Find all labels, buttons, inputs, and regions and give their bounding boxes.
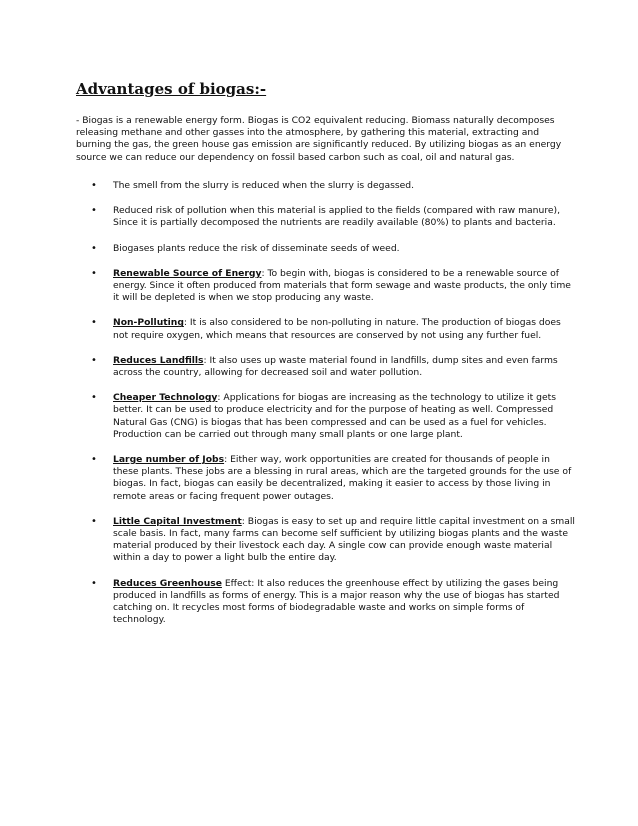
bullet-text: The smell from the slurry is reduced when the slurry is degassed. bbox=[113, 180, 415, 191]
bullet-icon: • bbox=[91, 454, 97, 466]
bullet-icon: • bbox=[91, 180, 97, 191]
bullet-icon: • bbox=[91, 354, 97, 366]
bullet-icon: • bbox=[91, 267, 97, 279]
bullet-keyword: Reduces Greenhouse bbox=[113, 577, 222, 589]
bullet-text: Reduced risk of pollution when this material is applied to the fields (compared with raw manure), Since it is partially decomposed the nutrients are readily available (80%) to plants and bacteria. bbox=[113, 205, 561, 229]
bullet-icon: • bbox=[91, 577, 97, 589]
bullet-text: : It is also considered to be non-polluting in nature. The production of biogas does not require oxygen, which means that resources are conserved by not using any further fuel. bbox=[113, 317, 561, 341]
list-item bbox=[76, 578, 576, 627]
bullet-icon: • bbox=[91, 317, 97, 329]
list-item bbox=[76, 243, 576, 255]
list-item bbox=[76, 180, 576, 192]
list-item bbox=[76, 205, 576, 229]
bullet-keyword: Large number of Jobs bbox=[113, 454, 225, 466]
list-item bbox=[76, 454, 576, 503]
bullet-text: : To begin with, biogas is considered to be a renewable source of energy. Since it often produced from materials that form sewage and waste products, the only time it will be depleted is when we stop producing any waste. bbox=[113, 267, 571, 304]
bullet-text: : Either way, work opportunities are created for thousands of people in these plants. These jobs are a blessing in rural areas, which are the targeted grounds for the use of biogas. In fact, biogas can easily be decentralized, making it easier to access by those living in remote areas or facing frequent power outages. bbox=[113, 454, 572, 502]
bullet-text: : Biogas is easy to set up and require little capital investment on a small scale basis. In fact, many farms can become self sufficient by utilizing biogas plants and the waste material produced by their livestock each day. A single cow can provide enough waste material within a day to power a light bulb the entire day. bbox=[113, 515, 575, 564]
list-item bbox=[76, 516, 576, 565]
list-item bbox=[76, 355, 576, 379]
bullet-keyword: Little Capital Investment bbox=[113, 515, 242, 527]
bullet-keyword: Non-Polluting bbox=[113, 317, 184, 329]
bullet-icon: • bbox=[91, 515, 97, 527]
bullet-keyword: Reduces Landfills bbox=[113, 354, 204, 366]
bullet-icon: • bbox=[91, 242, 97, 254]
document-heading: Advantages of biogas:- bbox=[76, 80, 267, 98]
advantages-list bbox=[76, 180, 576, 639]
bullet-keyword: Renewable Source of Energy bbox=[113, 267, 262, 279]
intro-paragraph: - Biogas is a renewable energy form. Biogas is CO2 equivalent reducing. Biomass naturally decomposes releasing methane and other gasses into the atmosphere, by gathering this material, extracting and burning the gas, the green house gas emission are significantly reduced. By utilizing biogas as an energy source we can reduce our dependency on fossil based carbon such as coal, oil and natural gas. bbox=[76, 115, 562, 163]
bullet-icon: • bbox=[91, 205, 97, 217]
list-item bbox=[76, 317, 576, 341]
bullet-icon: • bbox=[91, 392, 97, 404]
bullet-text: : Applications for biogas are increasing as the technology to utilize it gets better. It can be used to produce electricity and for the purpose of heating as well. Compressed Natural Gas (CNG) is biogas that has been compressed and can be used as a fuel for vehicles. Production can be carried out through many small plants or one large plant. bbox=[113, 392, 557, 440]
bullet-text: Biogases plants reduce the risk of disseminate seeds of weed. bbox=[113, 242, 400, 254]
list-item bbox=[76, 268, 576, 305]
bullet-text: Effect: It also reduces the greenhouse effect by utilizing the gases being produced in landfills as forms of energy. This is a major reason why the use of biogas has started catching on. It recycles most forms of biodegradable waste and works on simple forms of technology. bbox=[113, 577, 560, 626]
bullet-keyword: Cheaper Technology bbox=[113, 392, 218, 404]
bullet-text: : It also uses up waste material found in landfills, dump sites and even farms across the country, allowing for decreased soil and water pollution. bbox=[113, 354, 558, 379]
list-item bbox=[76, 392, 576, 441]
